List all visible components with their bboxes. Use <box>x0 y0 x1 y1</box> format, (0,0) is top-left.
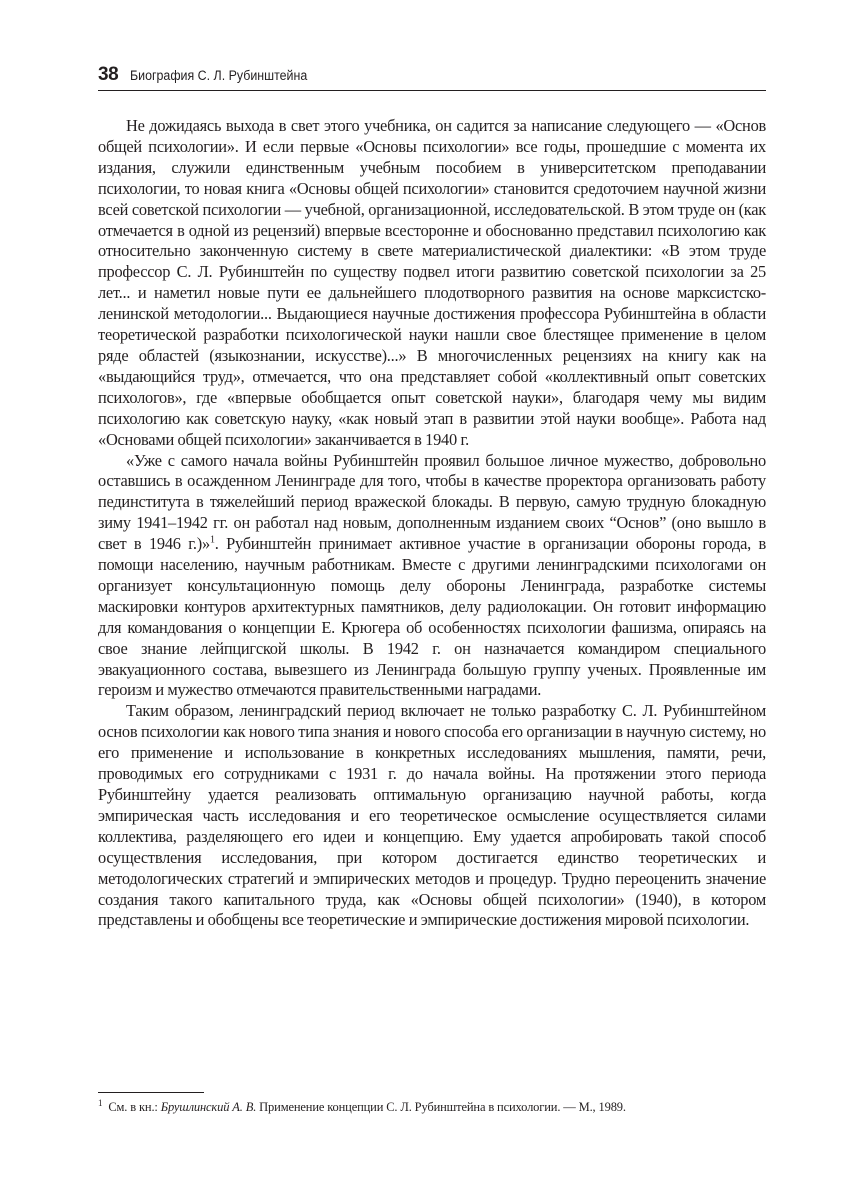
running-title: Биография С. Л. Рубинштейна <box>130 68 308 83</box>
footnote-prefix: См. в кн.: <box>108 1100 161 1114</box>
running-head <box>98 64 766 91</box>
paragraph-2-rest: . Рубинштейн принимает активное участие в организации обороны города, в помощи населению, научным работникам. Вместе с другими ленинградскими психологами он организует консультационную помощь делу обороны Ленинграда, разработке системы маскировки контуров архитектурных памятников, делу радиолокации. Он готовит информацию для командования о концепции Е. Крюгера об особенностях психологии фашизма, опираясь на свое знание лейпцигской школы. В 1942 г. он назначается командиром специального эвакуационного состава, вывезшего из Ленинграда большую группу ученых. Проявленные им героизм и мужество отмечаются правительственными наградами. <box>98 534 766 700</box>
paragraph-1: Не дожидаясь выхода в свет этого учебника, он садится за написание следующего — «Основ общей психологии». И если первые «Основы психологии» все годы, прошедшие с момента их издания, служили единственным учебным пособием в университетском преподавании психологии, то новая книга «Основы общей психологии» становится средоточием научной жизни всей советской психологии — учебной, организационной, исследовательской. В этом труде он (как отмечается в одной из рецензий) впервые всесторонне и обоснованно представил психологию как относительно законченную систему в свете материалистической диалектики: «В этом труде профессор С. Л. Рубинштейн по существу подвел итоги развитию советской психологии за 25 лет... и наметил новые пути ее дальнейшего плодотворного развития на основе марксистско-ленинской методологии... Выдающиеся научные достижения профессора Рубинштейна в области теоретической разработки психологической науки нашли свое блестящее применение в целом ряде областей (языкознании, искусстве)...» В многочисленных рецензиях на книгу как на «выдающийся труд», отмечается, что она представляет собой «коллективный опыт советских психологов», где «впервые обобщается опыт советской науки», благодаря чему мы видим психологию как советскую науку, «как новый этап в развитии этой науки вообще». Работа над «Основами общей психологии» заканчивается в 1940 г. <box>98 116 766 449</box>
footnote-citation: Применение концепции С. Л. Рубинштейна в психологии. — М., 1989. <box>256 1100 626 1114</box>
footnote-mark: 1 <box>98 1097 103 1108</box>
footnote-reference[interactable]: 1 <box>209 534 215 546</box>
footnote-divider <box>98 1092 204 1093</box>
page <box>98 64 766 931</box>
footnote <box>98 1099 766 1115</box>
body-text <box>98 116 766 931</box>
paragraph-2 <box>98 451 766 702</box>
paragraph-3: Таким образом, ленинградский период включает не только разработку С. Л. Рубинштейном основ психологии как нового типа знания и нового способа его организации в научную систему, но его применение и использование в конкретных исследованиях мышления, памяти, речи, проводимых его сотрудниками с 1931 г. до начала войны. На протяжении этого периода Рубинштейну удается реализовать оптимальную организацию научной работы, когда эмпирическая часть исследования и его теоретическое осмысление осуществляется силами коллектива, разделяющего его идеи и концепцию. Ему удается апробировать такой способ осуществления исследования, при котором достигается единство теоретических и методологических стратегий и эмпирических методов и процедур. Трудно переоценить значение создания такого капитального труда, как «Основы общей психологии» (1940), в котором представлены и обобщены все теоретические и эмпирические достижения мировой психологии. <box>98 701 766 930</box>
footnote-author: Брушлинский А. В. <box>160 1100 257 1114</box>
page-number: 38 <box>98 64 119 85</box>
paragraph-2-quote: «Уже с самого начала войны Рубинштейн проявил большое личное мужество, добровольно оставшись в осажденном Ленинграде для того, чтобы в качестве проректора организовать работу пединститута в тяжелейший период вражеской блокады. В первую, самую трудную блокадную зиму 1941–1942 гг. он работал над новым, дополненным изданием своих “Основ” (оно вышло в свет в 1946 г.)» <box>98 450 766 554</box>
